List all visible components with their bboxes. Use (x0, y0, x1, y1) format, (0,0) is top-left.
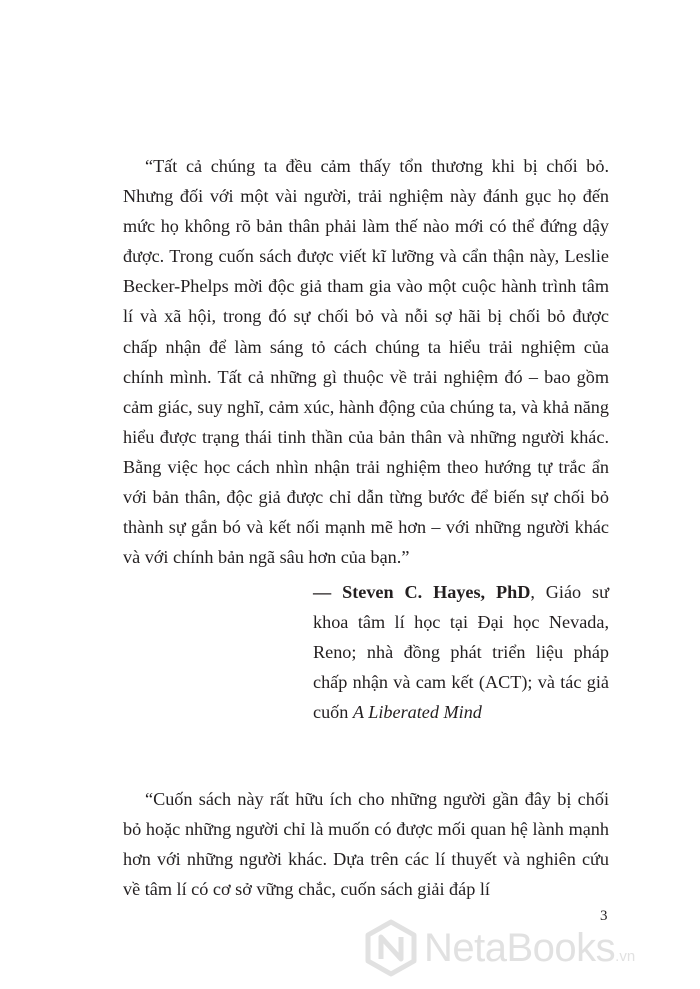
testimonial-quote-1: “Tất cả chúng ta đều cảm thấy tổn thương khi bị chối bỏ. Nhưng đối với một vài người, trải nghiệm này đánh gục họ đến mức họ không rõ bản thân phải làm thế nào mới có thể đứng dậy được. Trong cuốn sách được viết kĩ lưỡng và cẩn thận này, Leslie Becker-Phelps mời độc giả tham gia vào một cuộc hành trình tâm lí và xã hội, trong đó sự chối bỏ và nỗi sợ hãi bị chối bỏ được chấp nhận để làm sáng tỏ cách chúng ta hiểu trải nghiệm của chính mình. Tất cả những gì thuộc về trải nghiệm đó – bao gồm cảm giác, suy nghĩ, cảm xúc, hành động của chúng ta, và khả năng hiểu được trạng thái tinh thần của bản thân và những người khác. Bằng việc học cách nhìn nhận trải nghiệm theo hướng tự trắc ẩn với bản thân, độc giả được chỉ dẫn từng bước để biến sự chối bỏ thành sự gắn bó và kết nối mạnh mẽ hơn – với những người khác và với chính bản ngã sâu hơn của bạn.” (123, 156, 609, 568)
watermark (362, 918, 635, 978)
testimonial-attribution-1 (313, 577, 609, 727)
attribution-name: — Steven C. Hayes, PhD (313, 582, 531, 602)
watermark-domain: .vn (615, 947, 636, 965)
testimonial-quote-2: “Cuốn sách này rất hữu ích cho những người gần đây bị chối bỏ hoặc những người chỉ là muốn có được mối quan hệ lành mạnh hơn với những người khác. Dựa trên các lí thuyết và nghiên cứu về tâm lí có cơ sở vững chắc, cuốn sách giải đáp lí (123, 789, 609, 900)
watermark-brand: NetaBooks (424, 925, 616, 970)
watermark-text (424, 926, 635, 971)
attribution-book-title: A Liberated Mind (352, 702, 482, 723)
netabooks-logo-icon (362, 919, 420, 977)
page-number: 3 (600, 908, 608, 924)
attribution-details: , Giáo sư khoa tâm lí học tại Đại học Nevada, Reno; nhà đồng phát triển liệu pháp chấp nhận và cam kết (ACT); và tác giả cuốn (313, 582, 609, 723)
